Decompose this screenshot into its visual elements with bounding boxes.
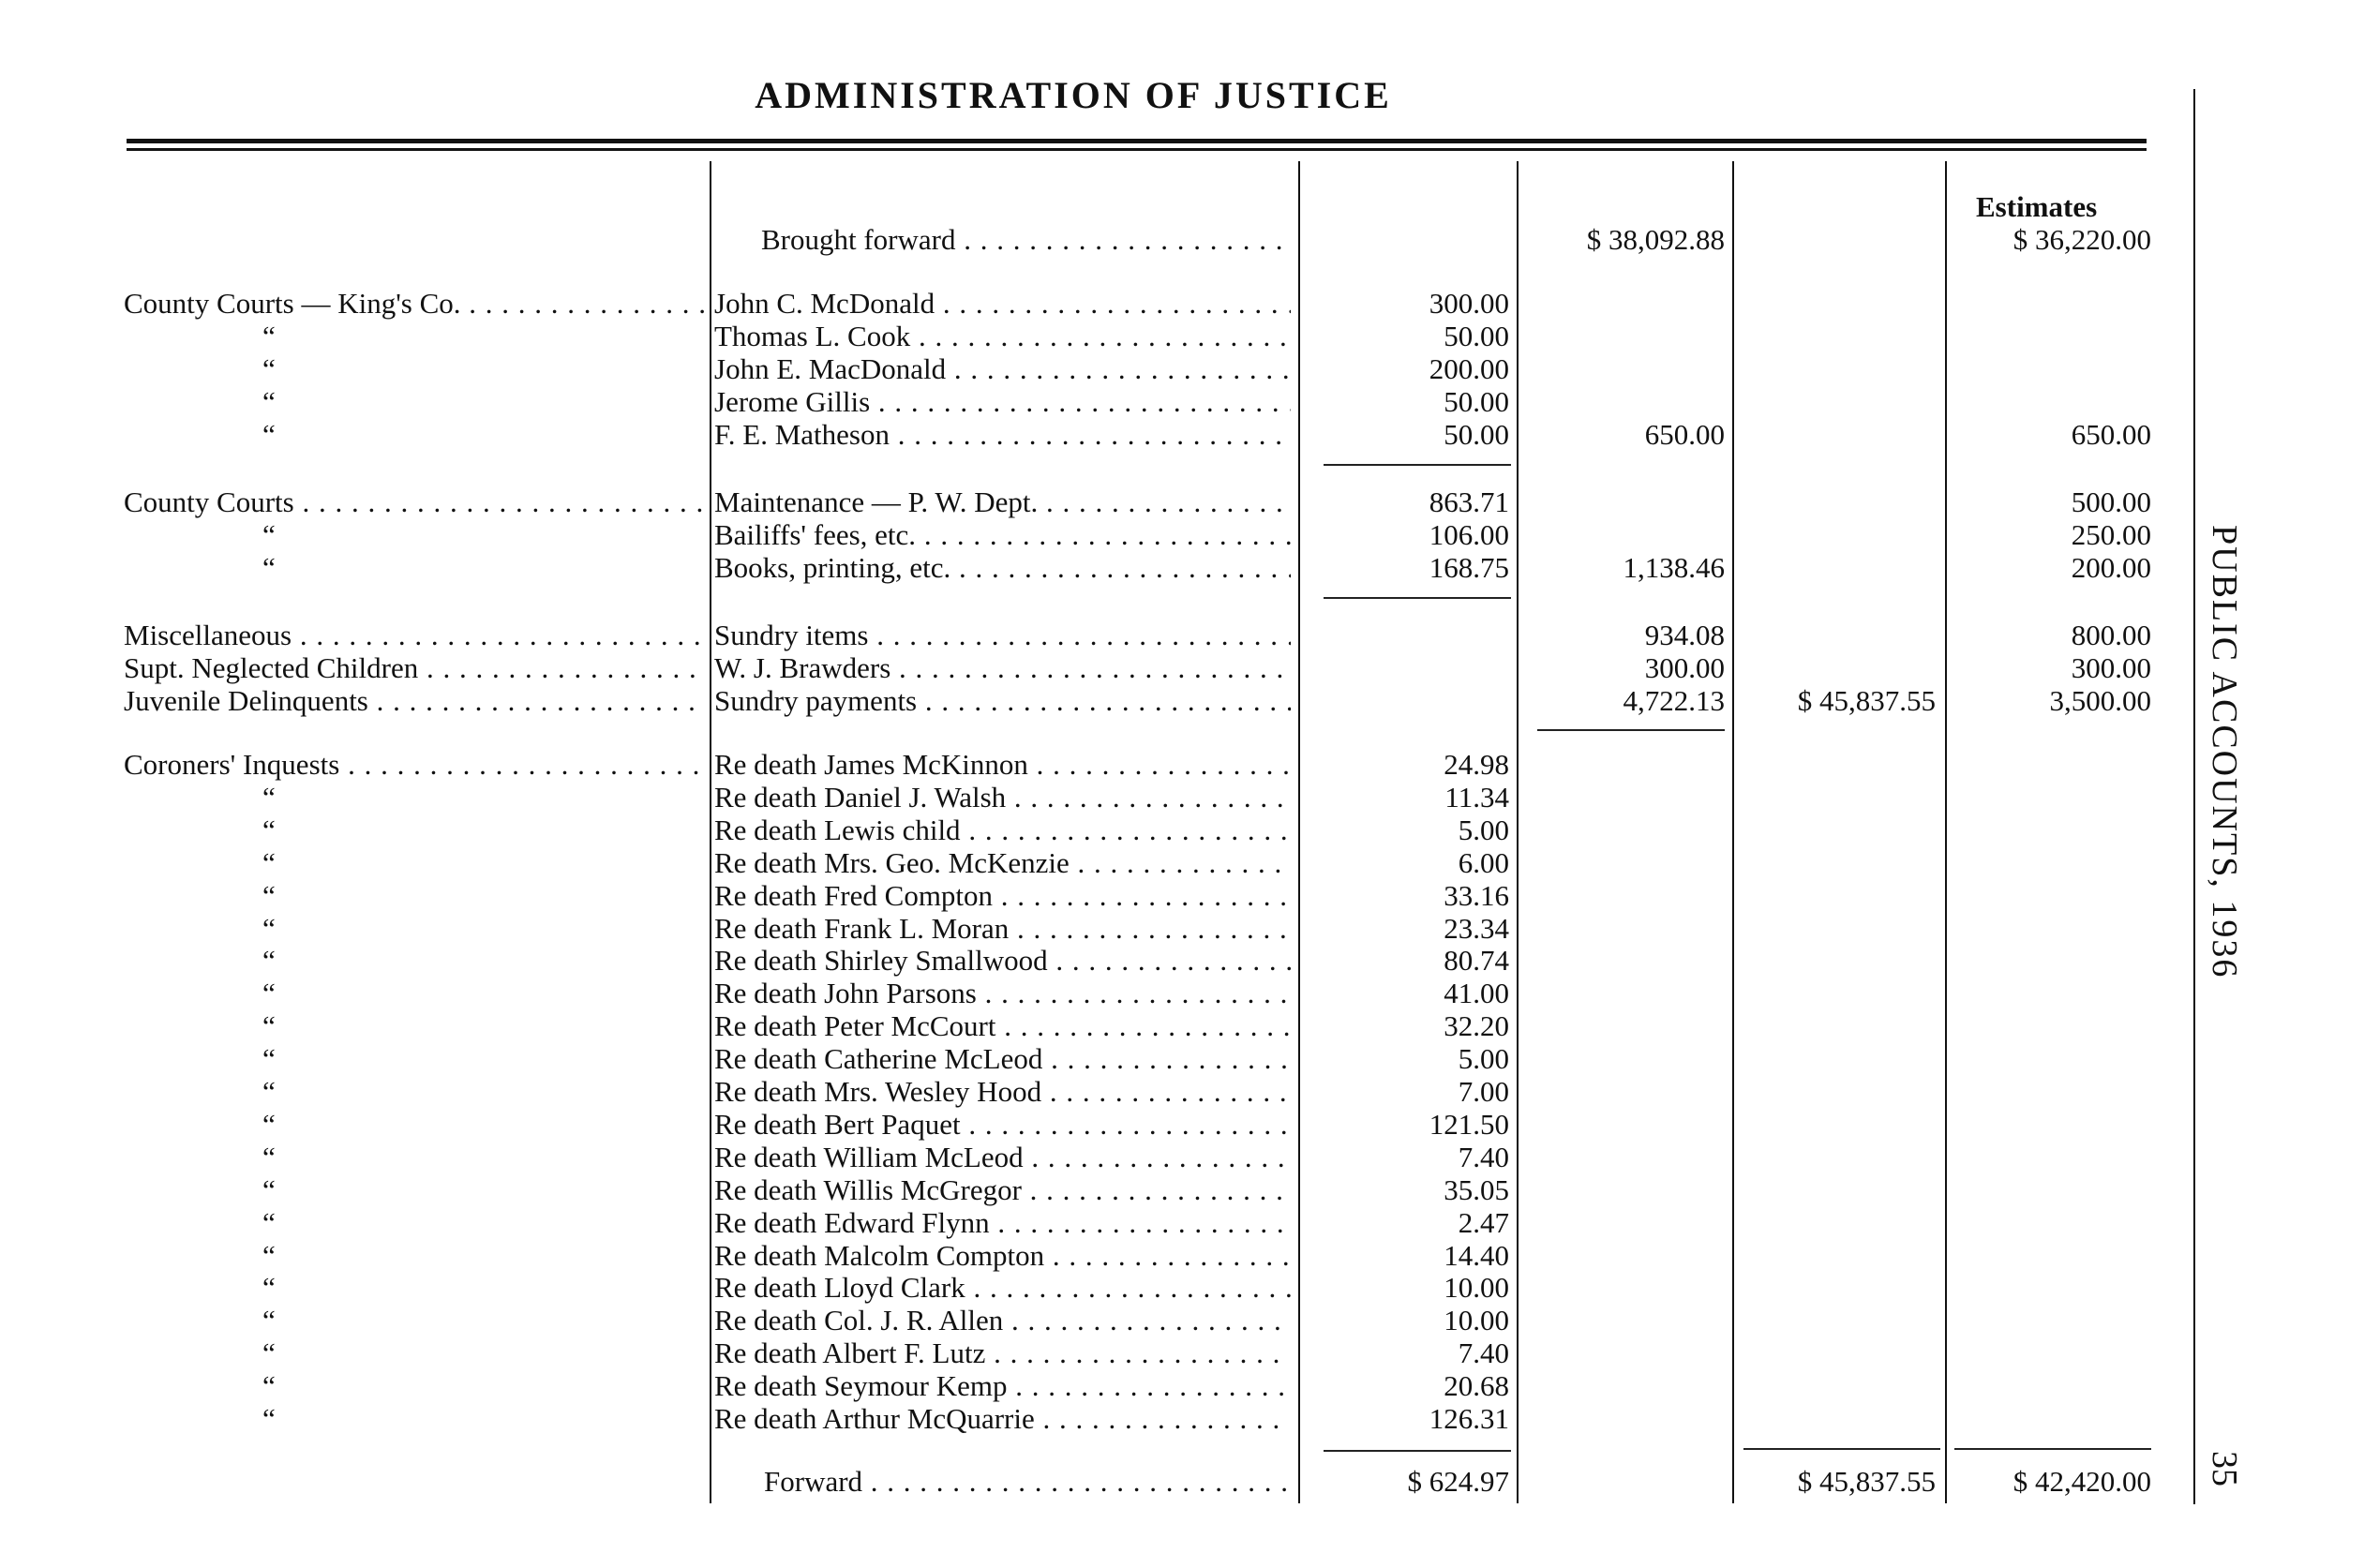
item-label: Re death Mrs. Wesley Hood . . . bbox=[714, 1075, 1291, 1109]
ledger-row bbox=[0, 619, 2151, 651]
category-label: “ bbox=[262, 1172, 276, 1206]
category-label: “ bbox=[262, 418, 276, 451]
item-label: Re death Peter McCourt . . . bbox=[714, 1009, 1291, 1043]
amount-detail: 14.40 bbox=[1444, 1238, 1509, 1272]
amount-detail: 5.00 bbox=[1458, 813, 1509, 846]
amount-detail: 50.00 bbox=[1444, 320, 1509, 352]
item-label: Re death James McKinnon . . . bbox=[714, 748, 1291, 782]
ledger-row bbox=[0, 977, 2147, 1008]
amount-subtotal: 1,138.46 bbox=[1623, 551, 1725, 584]
category-label: “ bbox=[262, 1140, 276, 1173]
ledger-row bbox=[0, 1304, 2147, 1336]
item-label: John E. MacDonald . . . bbox=[714, 352, 1291, 386]
total-rule bbox=[1743, 1448, 1940, 1450]
total-rule bbox=[1324, 1450, 1511, 1452]
amount-detail: 7.00 bbox=[1458, 1075, 1509, 1108]
amount-detail: 23.34 bbox=[1444, 911, 1509, 945]
item-label: Re death Daniel J. Walsh . . . bbox=[714, 781, 1291, 814]
subtotal-rule bbox=[1324, 597, 1511, 599]
item-label: Re death Edward Flynn . . . bbox=[714, 1206, 1291, 1240]
item-label: Re death Lewis child . . . bbox=[714, 814, 1291, 847]
amount-detail: 5.00 bbox=[1458, 1042, 1509, 1076]
amount-detail: 11.34 bbox=[1444, 780, 1509, 814]
category-label: “ bbox=[262, 1075, 276, 1108]
item-label: Maintenance — P. W. Dept. . . . bbox=[714, 485, 1291, 519]
forward-total: $ 45,837.55 bbox=[1797, 1465, 1936, 1498]
amount-total: $ 45,837.55 bbox=[1797, 684, 1936, 717]
amount-detail: 10.00 bbox=[1444, 1304, 1509, 1337]
forward-row bbox=[0, 1465, 2151, 1498]
item-label: Re death Lloyd Clark . . . bbox=[714, 1271, 1291, 1305]
ledger-row bbox=[0, 1173, 2147, 1205]
total-rule bbox=[1954, 1448, 2151, 1450]
ledger-row bbox=[0, 1042, 2147, 1074]
category-label: “ bbox=[262, 1107, 276, 1141]
category-label: “ bbox=[262, 1271, 276, 1305]
amount-estimate: 250.00 bbox=[2071, 518, 2151, 551]
category-label: “ bbox=[262, 977, 276, 1010]
item-label: F. E. Matheson . . . bbox=[714, 418, 1291, 452]
item-label: Re death Frank L. Moran . . . bbox=[714, 912, 1291, 946]
item-label: Re death Arthur McQuarrie . . . bbox=[714, 1402, 1291, 1436]
category-label: “ bbox=[262, 1009, 276, 1043]
ledger-row bbox=[0, 485, 2151, 518]
amount-detail: 50.00 bbox=[1444, 385, 1509, 418]
subtotal-rule bbox=[1324, 464, 1511, 466]
item-label: Sundry payments . . . bbox=[714, 684, 1291, 718]
item-label: Re death Willis McGregor . . . bbox=[714, 1173, 1291, 1207]
item-label: Bailiffs' fees, etc. . . . bbox=[714, 518, 1291, 552]
amount-estimate: 800.00 bbox=[2071, 619, 2151, 651]
amount-estimate: 3,500.00 bbox=[2049, 684, 2151, 717]
amount-subtotal: 650.00 bbox=[1644, 418, 1725, 451]
ledger-row bbox=[0, 551, 2151, 584]
amount-detail: 10.00 bbox=[1444, 1271, 1509, 1305]
amount-detail: 300.00 bbox=[1429, 287, 1509, 320]
header-rule-thin bbox=[127, 148, 2147, 151]
category-label: Coroners' Inquests . . . bbox=[124, 748, 705, 782]
ledger-row bbox=[0, 684, 2151, 717]
forward-amount: $ 624.97 bbox=[1407, 1465, 1509, 1498]
category-label: “ bbox=[262, 518, 276, 551]
ledger-row bbox=[0, 418, 2151, 451]
category-label: “ bbox=[262, 780, 276, 814]
subtotal-rule bbox=[1537, 729, 1725, 731]
category-label: County Courts — King's Co. . . . bbox=[124, 287, 705, 321]
page-number: 35 bbox=[2205, 1451, 2244, 1486]
amount-detail: 50.00 bbox=[1444, 418, 1509, 451]
ledger-row bbox=[0, 1206, 2147, 1238]
amount-detail: 7.40 bbox=[1458, 1337, 1509, 1370]
ledger-row bbox=[0, 879, 2147, 911]
amount-subtotal: 300.00 bbox=[1644, 651, 1725, 684]
category-label: Supt. Neglected Children . . . bbox=[124, 651, 705, 685]
ledger-row bbox=[0, 781, 2147, 813]
amount-detail: 35.05 bbox=[1444, 1172, 1509, 1206]
amount-detail: 126.31 bbox=[1429, 1402, 1509, 1435]
amount-detail: 168.75 bbox=[1429, 551, 1509, 584]
category-label: “ bbox=[262, 1238, 276, 1272]
category-label: “ bbox=[262, 1337, 276, 1370]
item-label: Re death William McLeod . . . bbox=[714, 1141, 1291, 1174]
category-label: “ bbox=[262, 1369, 276, 1403]
item-label: Thomas L. Cook . . . bbox=[714, 320, 1291, 353]
amount-detail: 7.40 bbox=[1458, 1140, 1509, 1173]
item-label: Re death Fred Compton . . . bbox=[714, 879, 1291, 913]
ledger-row bbox=[0, 352, 2147, 384]
amount-detail: 863.71 bbox=[1429, 485, 1509, 518]
amount-detail: 24.98 bbox=[1444, 748, 1509, 781]
item-label: Re death John Parsons . . . bbox=[714, 977, 1291, 1010]
brought-forward-label: Brought forward . . . bbox=[761, 223, 1291, 257]
amount-detail: 80.74 bbox=[1444, 944, 1509, 978]
item-label: Jerome Gillis . . . bbox=[714, 385, 1291, 419]
amount-detail: 106.00 bbox=[1429, 518, 1509, 551]
category-label: “ bbox=[262, 352, 276, 385]
page-title: ADMINISTRATION OF JUSTICE bbox=[755, 74, 1392, 116]
ledger-row bbox=[0, 1108, 2147, 1140]
side-title: PUBLIC ACCOUNTS, 1936 bbox=[2205, 525, 2244, 979]
item-label: Re death Malcolm Compton . . . bbox=[714, 1239, 1291, 1273]
ledger-row bbox=[0, 748, 2147, 780]
item-label: John C. McDonald . . . bbox=[714, 287, 1291, 321]
category-label: “ bbox=[262, 551, 276, 584]
forward-estimate: $ 42,420.00 bbox=[2012, 1465, 2151, 1498]
amount-subtotal: 934.08 bbox=[1644, 619, 1725, 651]
category-label: County Courts . . . bbox=[124, 485, 705, 519]
brought-forward-row bbox=[0, 223, 2151, 256]
ledger-row bbox=[0, 814, 2147, 845]
ledger-row bbox=[0, 1369, 2147, 1401]
ledger-row bbox=[0, 1337, 2147, 1368]
ledger-row bbox=[0, 1271, 2147, 1303]
amount-detail: 41.00 bbox=[1444, 977, 1509, 1010]
amount-detail: 200.00 bbox=[1429, 352, 1509, 385]
ledger-row bbox=[0, 287, 2147, 319]
amount-detail: 32.20 bbox=[1444, 1009, 1509, 1043]
ledger-row bbox=[0, 1009, 2147, 1041]
ledger-row bbox=[0, 846, 2147, 878]
ledger-row bbox=[0, 651, 2151, 684]
category-label: “ bbox=[262, 813, 276, 846]
item-label: Re death Shirley Smallwood . . . bbox=[714, 944, 1291, 978]
amount-estimate: 200.00 bbox=[2071, 551, 2151, 584]
category-label: “ bbox=[262, 944, 276, 978]
category-label: Juvenile Delinquents . . . bbox=[124, 684, 705, 718]
amount-detail: 2.47 bbox=[1458, 1205, 1509, 1239]
ledger-row bbox=[0, 1075, 2147, 1107]
item-label: Re death Col. J. R. Allen . . . bbox=[714, 1304, 1291, 1337]
brought-forward-estimate: $ 36,220.00 bbox=[2012, 223, 2151, 256]
category-label: Miscellaneous . . . bbox=[124, 619, 705, 652]
estimates-heading: Estimates bbox=[1976, 190, 2098, 223]
category-label: “ bbox=[262, 878, 276, 912]
amount-estimate: 650.00 bbox=[2071, 418, 2151, 451]
category-label: “ bbox=[262, 320, 276, 352]
header-rule bbox=[127, 139, 2147, 143]
category-label: “ bbox=[262, 845, 276, 879]
amount-estimate: 500.00 bbox=[2071, 485, 2151, 518]
forward-label: Forward . . . bbox=[764, 1465, 1291, 1499]
ledger-row bbox=[0, 385, 2147, 417]
ledger-row bbox=[0, 944, 2147, 976]
amount-detail: 121.50 bbox=[1429, 1107, 1509, 1141]
item-label: Re death Seymour Kemp . . . bbox=[714, 1369, 1291, 1403]
item-label: Sundry items . . . bbox=[714, 619, 1291, 652]
amount-detail: 20.68 bbox=[1444, 1369, 1509, 1403]
ledger-row bbox=[0, 518, 2151, 551]
ledger-row bbox=[0, 1402, 2147, 1434]
amount-subtotal: 4,722.13 bbox=[1623, 684, 1725, 717]
category-label: “ bbox=[262, 911, 276, 945]
amount-detail: 6.00 bbox=[1458, 845, 1509, 879]
item-label: Re death Catherine McLeod . . . bbox=[714, 1042, 1291, 1076]
category-label: “ bbox=[262, 1205, 276, 1239]
item-label: Re death Mrs. Geo. McKenzie . . . bbox=[714, 846, 1291, 880]
category-label: “ bbox=[262, 385, 276, 418]
item-label: Re death Bert Paquet . . . bbox=[714, 1108, 1291, 1142]
category-label: “ bbox=[262, 1402, 276, 1435]
item-label: Re death Albert F. Lutz . . . bbox=[714, 1337, 1291, 1370]
ledger-row bbox=[0, 912, 2147, 944]
brought-forward-amount: $ 38,092.88 bbox=[1586, 223, 1725, 256]
ledger-row bbox=[0, 1239, 2147, 1271]
ledger-row bbox=[0, 1141, 2147, 1172]
amount-detail: 33.16 bbox=[1444, 878, 1509, 912]
ledger-row bbox=[0, 320, 2147, 351]
amount-estimate: 300.00 bbox=[2071, 651, 2151, 684]
category-label: “ bbox=[262, 1304, 276, 1337]
item-label: Books, printing, etc. . . . bbox=[714, 551, 1291, 585]
page-edge-rule bbox=[2193, 89, 2195, 1504]
category-label: “ bbox=[262, 1042, 276, 1076]
item-label: W. J. Brawders . . . bbox=[714, 651, 1291, 685]
